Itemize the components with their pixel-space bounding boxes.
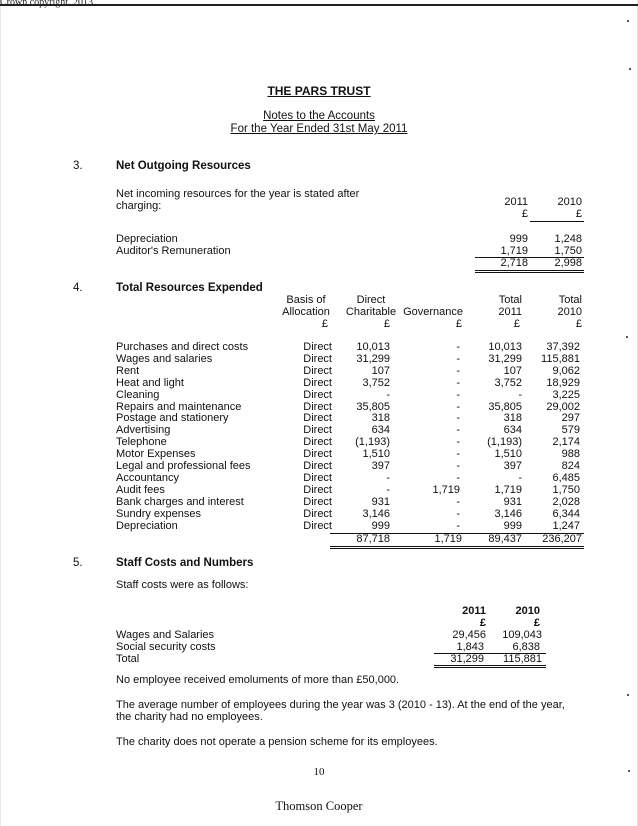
row-total-2011: 634 [503, 424, 522, 437]
scan-speck [626, 336, 628, 338]
row-governance: - [456, 495, 460, 508]
row-total-2011: 1,510 [494, 448, 522, 461]
row-total-2011: 31,299 [488, 352, 522, 365]
row-direct: 107 [371, 364, 390, 377]
row-governance: - [456, 448, 460, 461]
top-rule [0, 4, 638, 6]
staff-row-2011: 29,456 [452, 629, 486, 641]
header-direct-line2: Charitable [345, 306, 397, 318]
row-basis: Direct [303, 424, 332, 437]
section-4-title: Total Resources Expended [116, 282, 263, 294]
row-governance: - [456, 364, 460, 377]
note-emoluments: No employee received emoluments of more than £50,000. [116, 674, 400, 686]
section-5-col-2011: 2011 [462, 605, 486, 617]
header-total2010-line1: Total [558, 294, 582, 306]
header-governance-currency: £ [455, 318, 462, 330]
row-direct: 999 [371, 519, 390, 532]
row-total-2011: 10,013 [488, 341, 522, 353]
header-total2011-line1: Total [498, 294, 522, 306]
section-3-col-2011: 2011 [504, 196, 528, 208]
row-total-2011: 107 [503, 364, 522, 377]
page-number: 10 [313, 766, 325, 778]
header-total2011-currency: £ [513, 318, 520, 330]
row-governance: - [456, 460, 460, 473]
section-4-total-governance: 1,719 [434, 533, 462, 545]
row-governance: - [456, 436, 460, 449]
table-row [116, 509, 580, 521]
row-basis: Direct [303, 495, 332, 508]
row-total-2010: 3,225 [552, 388, 580, 401]
row-label: Motor Expenses [116, 448, 196, 461]
row-governance: - [456, 519, 460, 532]
scan-speck [629, 68, 631, 70]
section-3-col-2010: 2010 [557, 196, 582, 208]
row-total-2011: 318 [503, 412, 522, 425]
row-governance: - [456, 471, 460, 484]
header-total2010-line2: 2010 [557, 306, 582, 318]
row-governance: - [456, 400, 460, 413]
row-label: Telephone [116, 436, 167, 449]
section-3-row-2011: 1,719 [500, 245, 528, 257]
section-3-total-2011: 2,718 [500, 257, 528, 269]
scan-speck [627, 694, 629, 696]
row-total-2011: 3,752 [494, 376, 522, 389]
row-basis: Direct [303, 364, 332, 377]
section-5-number: 5. [73, 557, 83, 569]
section-3-row-label: Auditor's Remuneration [116, 245, 231, 257]
row-label: Advertising [116, 424, 171, 437]
note-employees-line2: the charity had no employees. [116, 711, 263, 723]
row-direct: 3,752 [362, 376, 390, 389]
row-total-2011: - [518, 388, 522, 401]
staff-row-label: Wages and Salaries [116, 629, 215, 641]
table-row [116, 366, 580, 378]
row-total-2010: 115,881 [541, 352, 580, 365]
row-total-2011: 999 [503, 519, 522, 532]
row-basis: Direct [303, 448, 332, 461]
header-basis-line1: Basis of [286, 294, 326, 306]
section-5-currency-2010: £ [533, 617, 540, 629]
row-direct: 931 [371, 495, 390, 508]
row-total-2010: 579 [561, 424, 580, 437]
note-pension: The charity does not operate a pension scheme for its employees. [116, 736, 438, 748]
document-title: THE PARS TRUST [267, 84, 371, 98]
row-governance: - [456, 341, 460, 353]
row-total-2010: 297 [561, 412, 580, 425]
staff-total-rule-2 [434, 667, 546, 668]
staff-row-2010: 115,881 [503, 653, 542, 665]
section-3-total-rule-2 [475, 272, 584, 273]
section-3-total-2010: 2,998 [554, 257, 582, 269]
section-3-row-label: Depreciation [116, 233, 178, 245]
section-4-number: 4. [73, 282, 83, 294]
firm-name: Thomson Cooper [275, 799, 363, 813]
table-row [116, 390, 580, 402]
section-5-title: Staff Costs and Numbers [116, 557, 254, 569]
section-3-intro-line2: charging: [116, 200, 162, 212]
row-basis: Direct [303, 352, 332, 365]
row-basis: Direct [303, 483, 332, 496]
row-basis: Direct [303, 460, 332, 473]
row-total-2010: 2,174 [552, 436, 580, 449]
section-5-currency-2011: £ [479, 617, 486, 629]
row-label: Audit fees [116, 483, 165, 496]
row-direct: 634 [371, 424, 390, 437]
row-total-2011: (1,193) [487, 436, 522, 449]
row-governance: - [456, 507, 460, 520]
row-label: Rent [116, 364, 140, 377]
table-row [116, 497, 580, 509]
staff-row-2010: 6,838 [512, 641, 540, 653]
header-basis-line2: Allocation [282, 306, 330, 318]
row-label: Repairs and maintenance [116, 400, 242, 413]
section-3-title: Net Outgoing Resources [116, 160, 251, 172]
row-total-2010: 18,929 [546, 376, 580, 389]
header-direct-currency: £ [383, 318, 390, 330]
row-basis: Direct [303, 507, 332, 520]
table-row [116, 461, 580, 473]
section-4-total-direct: 87,718 [356, 533, 390, 545]
section-4-total-2011: 89,437 [488, 533, 522, 545]
staff-row-2011: 31,299 [450, 653, 484, 665]
row-total-2010: 6,485 [552, 471, 580, 484]
row-label: Postage and stationery [116, 412, 229, 425]
section-5-col-2010: 2010 [515, 605, 540, 617]
staff-row-2010: 109,043 [502, 629, 542, 641]
table-row [116, 378, 580, 390]
document-subtitle: Notes to the Accounts [263, 110, 375, 122]
row-basis: Direct [303, 519, 332, 532]
resources-expended-rows [116, 342, 580, 533]
row-total-2010: 1,750 [552, 483, 580, 496]
row-governance: - [456, 376, 460, 389]
row-direct: - [386, 483, 390, 496]
row-label: Cleaning [116, 388, 160, 401]
section-3-currency-2010: £ [575, 208, 582, 220]
row-basis: Direct [303, 471, 332, 484]
section-3-row-2010: 1,750 [554, 245, 582, 257]
staff-row-2011: 1,843 [456, 641, 484, 653]
header-governance: Governance [403, 306, 463, 318]
row-governance: - [456, 388, 460, 401]
section-5-intro: Staff costs were as follows: [116, 579, 249, 591]
row-governance: - [456, 424, 460, 437]
row-total-2010: 1,247 [552, 519, 580, 532]
row-label: Depreciation [116, 519, 178, 532]
row-label: Heat and light [116, 376, 184, 389]
row-total-2010: 6,344 [552, 507, 580, 520]
row-label: Purchases and direct costs [116, 341, 249, 353]
row-basis: Direct [303, 376, 332, 389]
row-direct: 3,146 [362, 507, 390, 520]
row-total-2011: 3,146 [494, 507, 522, 520]
header-total2010-currency: £ [575, 318, 582, 330]
row-direct: 31,299 [356, 352, 390, 365]
note-employees-line1: The average number of employees during the year was 3 (2010 - 13). At the end of the year, [116, 699, 565, 711]
row-label: Sundry expenses [116, 507, 201, 520]
row-direct: (1,193) [355, 436, 390, 449]
row-total-2011: - [518, 471, 522, 484]
row-direct: 1,510 [362, 448, 390, 461]
header-total2011-line2: 2011 [498, 306, 522, 318]
document-period: For the Year Ended 31st May 2011 [230, 123, 408, 135]
row-direct: - [386, 471, 390, 484]
table-row [116, 485, 580, 497]
row-total-2011: 397 [503, 460, 522, 473]
row-basis: Direct [303, 412, 332, 425]
row-governance: - [456, 352, 460, 365]
resources-expended-table [116, 342, 580, 533]
row-label: Legal and professional fees [116, 460, 251, 473]
section-3-intro-line1: Net incoming resources for the year is stated after [116, 188, 360, 200]
row-total-2011: 931 [503, 495, 522, 508]
row-total-2011: 1,719 [494, 483, 522, 496]
row-label: Bank charges and interest [116, 495, 244, 508]
row-direct: 397 [371, 460, 390, 473]
section-3-total-rule-1 [475, 270, 584, 271]
row-label: Accountancy [116, 471, 179, 484]
section-3-number: 3. [73, 160, 83, 172]
row-governance: 1,719 [432, 483, 460, 496]
staff-row-label: Social security costs [116, 641, 216, 653]
table-row [116, 521, 580, 533]
section-3-header-rule [530, 221, 584, 222]
section-4-total-2010: 236,207 [542, 533, 582, 545]
section-3-row-2010: 1,248 [554, 233, 582, 245]
row-direct: 318 [371, 412, 390, 425]
row-total-2010: 29,002 [546, 400, 580, 413]
row-governance: - [456, 412, 460, 425]
section-3-currency-2011: £ [521, 208, 528, 220]
row-direct: 35,805 [356, 400, 390, 413]
section-4-total-rule-2 [330, 548, 584, 549]
staff-total-rule-1 [434, 665, 546, 666]
row-total-2010: 2,028 [552, 495, 580, 508]
row-basis: Direct [303, 388, 332, 401]
row-total-2010: 988 [561, 448, 580, 461]
scan-speck [628, 770, 630, 772]
row-total-2010: 824 [561, 460, 580, 473]
row-direct: 10,013 [356, 341, 390, 353]
scan-speck [627, 20, 629, 22]
header-direct-line1: Direct [356, 294, 386, 306]
section-3-row-2011: 999 [509, 233, 528, 245]
row-label: Wages and salaries [116, 352, 213, 365]
header-basis-currency: £ [321, 318, 328, 330]
section-4-total-rule-1 [330, 546, 584, 547]
row-basis: Direct [303, 341, 332, 353]
row-direct: - [386, 388, 390, 401]
row-basis: Direct [303, 400, 332, 413]
row-basis: Direct [303, 436, 332, 449]
row-total-2010: 9,062 [552, 364, 580, 377]
staff-row-label: Total [116, 653, 140, 665]
row-total-2011: 35,805 [488, 400, 522, 413]
row-total-2010: 37,392 [546, 341, 580, 353]
